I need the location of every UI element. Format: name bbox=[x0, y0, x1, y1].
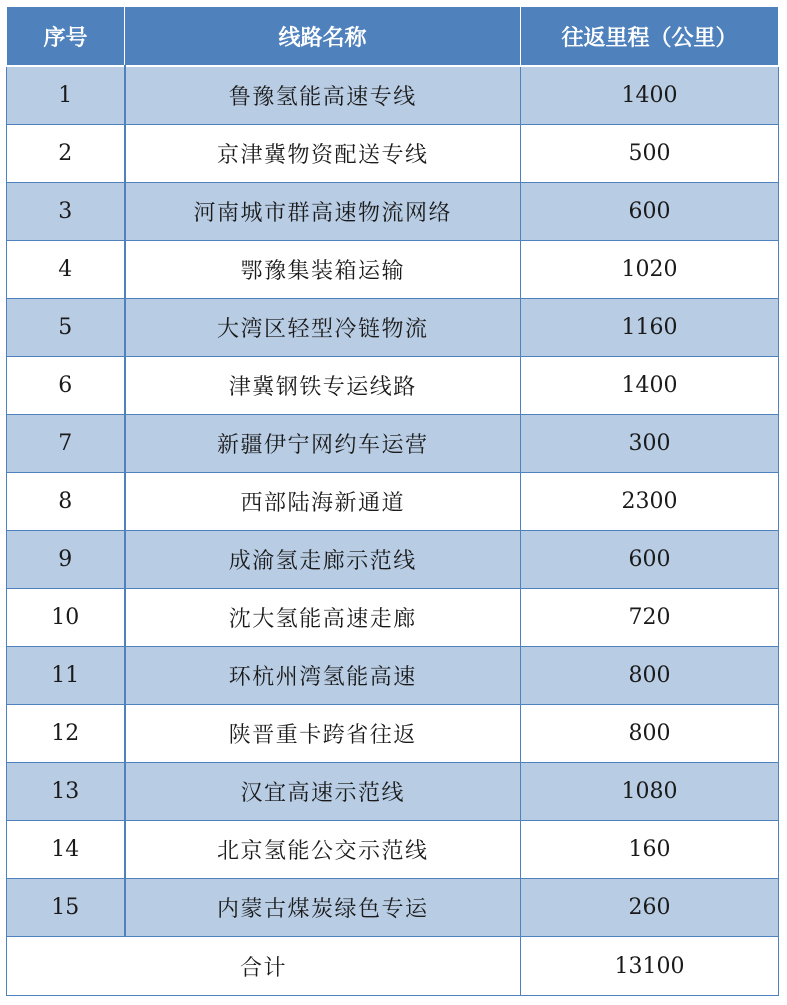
row-serial-number-cell: 11 bbox=[7, 647, 125, 705]
row-mileage-cell: 1020 bbox=[521, 241, 779, 299]
row-mileage-cell: 300 bbox=[521, 415, 779, 473]
header-route-name: 线路名称 bbox=[125, 7, 521, 66]
row-mileage-cell: 600 bbox=[521, 183, 779, 241]
table-row bbox=[7, 531, 779, 589]
row-serial-number-cell: 5 bbox=[7, 299, 125, 357]
table-row bbox=[7, 647, 779, 705]
row-serial-number-cell: 1 bbox=[7, 66, 125, 125]
row-route-name-cell: 鲁豫氢能高速专线 bbox=[125, 66, 521, 125]
total-row bbox=[7, 937, 779, 996]
row-serial-number-cell: 12 bbox=[7, 705, 125, 763]
row-serial-number-cell: 15 bbox=[7, 879, 125, 937]
row-serial-number-cell: 7 bbox=[7, 415, 125, 473]
route-mileage-table-container bbox=[6, 7, 778, 996]
row-route-name-cell: 汉宜高速示范线 bbox=[125, 763, 521, 821]
table-row bbox=[7, 357, 779, 415]
row-serial-number-cell: 8 bbox=[7, 473, 125, 531]
row-mileage-cell: 720 bbox=[521, 589, 779, 647]
table-header bbox=[7, 7, 779, 66]
header-round-trip-mileage: 往返里程（公里） bbox=[521, 7, 779, 66]
row-serial-number-cell: 6 bbox=[7, 357, 125, 415]
table-row bbox=[7, 66, 779, 125]
row-mileage-cell: 1400 bbox=[521, 66, 779, 125]
row-route-name-cell: 沈大氢能高速走廊 bbox=[125, 589, 521, 647]
table-row bbox=[7, 705, 779, 763]
table-row bbox=[7, 241, 779, 299]
table-row bbox=[7, 879, 779, 937]
row-mileage-cell: 1080 bbox=[521, 763, 779, 821]
total-mileage-cell: 13100 bbox=[521, 937, 779, 996]
row-mileage-cell: 2300 bbox=[521, 473, 779, 531]
row-serial-number-cell: 10 bbox=[7, 589, 125, 647]
table-row bbox=[7, 415, 779, 473]
row-mileage-cell: 260 bbox=[521, 879, 779, 937]
row-route-name-cell: 成渝氢走廊示范线 bbox=[125, 531, 521, 589]
row-serial-number-cell: 2 bbox=[7, 125, 125, 183]
row-serial-number-cell: 4 bbox=[7, 241, 125, 299]
row-mileage-cell: 800 bbox=[521, 705, 779, 763]
row-route-name-cell: 津冀钢铁专运线路 bbox=[125, 357, 521, 415]
table-row bbox=[7, 125, 779, 183]
row-mileage-cell: 160 bbox=[521, 821, 779, 879]
row-route-name-cell: 京津冀物资配送专线 bbox=[125, 125, 521, 183]
row-route-name-cell: 新疆伊宁网约车运营 bbox=[125, 415, 521, 473]
row-route-name-cell: 环杭州湾氢能高速 bbox=[125, 647, 521, 705]
row-route-name-cell: 河南城市群高速物流网络 bbox=[125, 183, 521, 241]
route-mileage-table bbox=[6, 7, 779, 996]
table-row bbox=[7, 299, 779, 357]
table-row bbox=[7, 821, 779, 879]
table-body bbox=[7, 66, 779, 996]
row-route-name-cell: 鄂豫集装箱运输 bbox=[125, 241, 521, 299]
row-route-name-cell: 西部陆海新通道 bbox=[125, 473, 521, 531]
row-mileage-cell: 1160 bbox=[521, 299, 779, 357]
table-row bbox=[7, 473, 779, 531]
total-label-cell: 合计 bbox=[7, 937, 521, 996]
row-serial-number-cell: 3 bbox=[7, 183, 125, 241]
row-serial-number-cell: 13 bbox=[7, 763, 125, 821]
row-mileage-cell: 500 bbox=[521, 125, 779, 183]
table-row bbox=[7, 589, 779, 647]
row-route-name-cell: 大湾区轻型冷链物流 bbox=[125, 299, 521, 357]
table-row bbox=[7, 183, 779, 241]
row-serial-number-cell: 9 bbox=[7, 531, 125, 589]
row-mileage-cell: 1400 bbox=[521, 357, 779, 415]
row-mileage-cell: 800 bbox=[521, 647, 779, 705]
header-serial-number: 序号 bbox=[7, 7, 125, 66]
row-serial-number-cell: 14 bbox=[7, 821, 125, 879]
header-row bbox=[7, 7, 779, 66]
row-route-name-cell: 陕晋重卡跨省往返 bbox=[125, 705, 521, 763]
row-mileage-cell: 600 bbox=[521, 531, 779, 589]
table-row bbox=[7, 763, 779, 821]
row-route-name-cell: 内蒙古煤炭绿色专运 bbox=[125, 879, 521, 937]
row-route-name-cell: 北京氢能公交示范线 bbox=[125, 821, 521, 879]
